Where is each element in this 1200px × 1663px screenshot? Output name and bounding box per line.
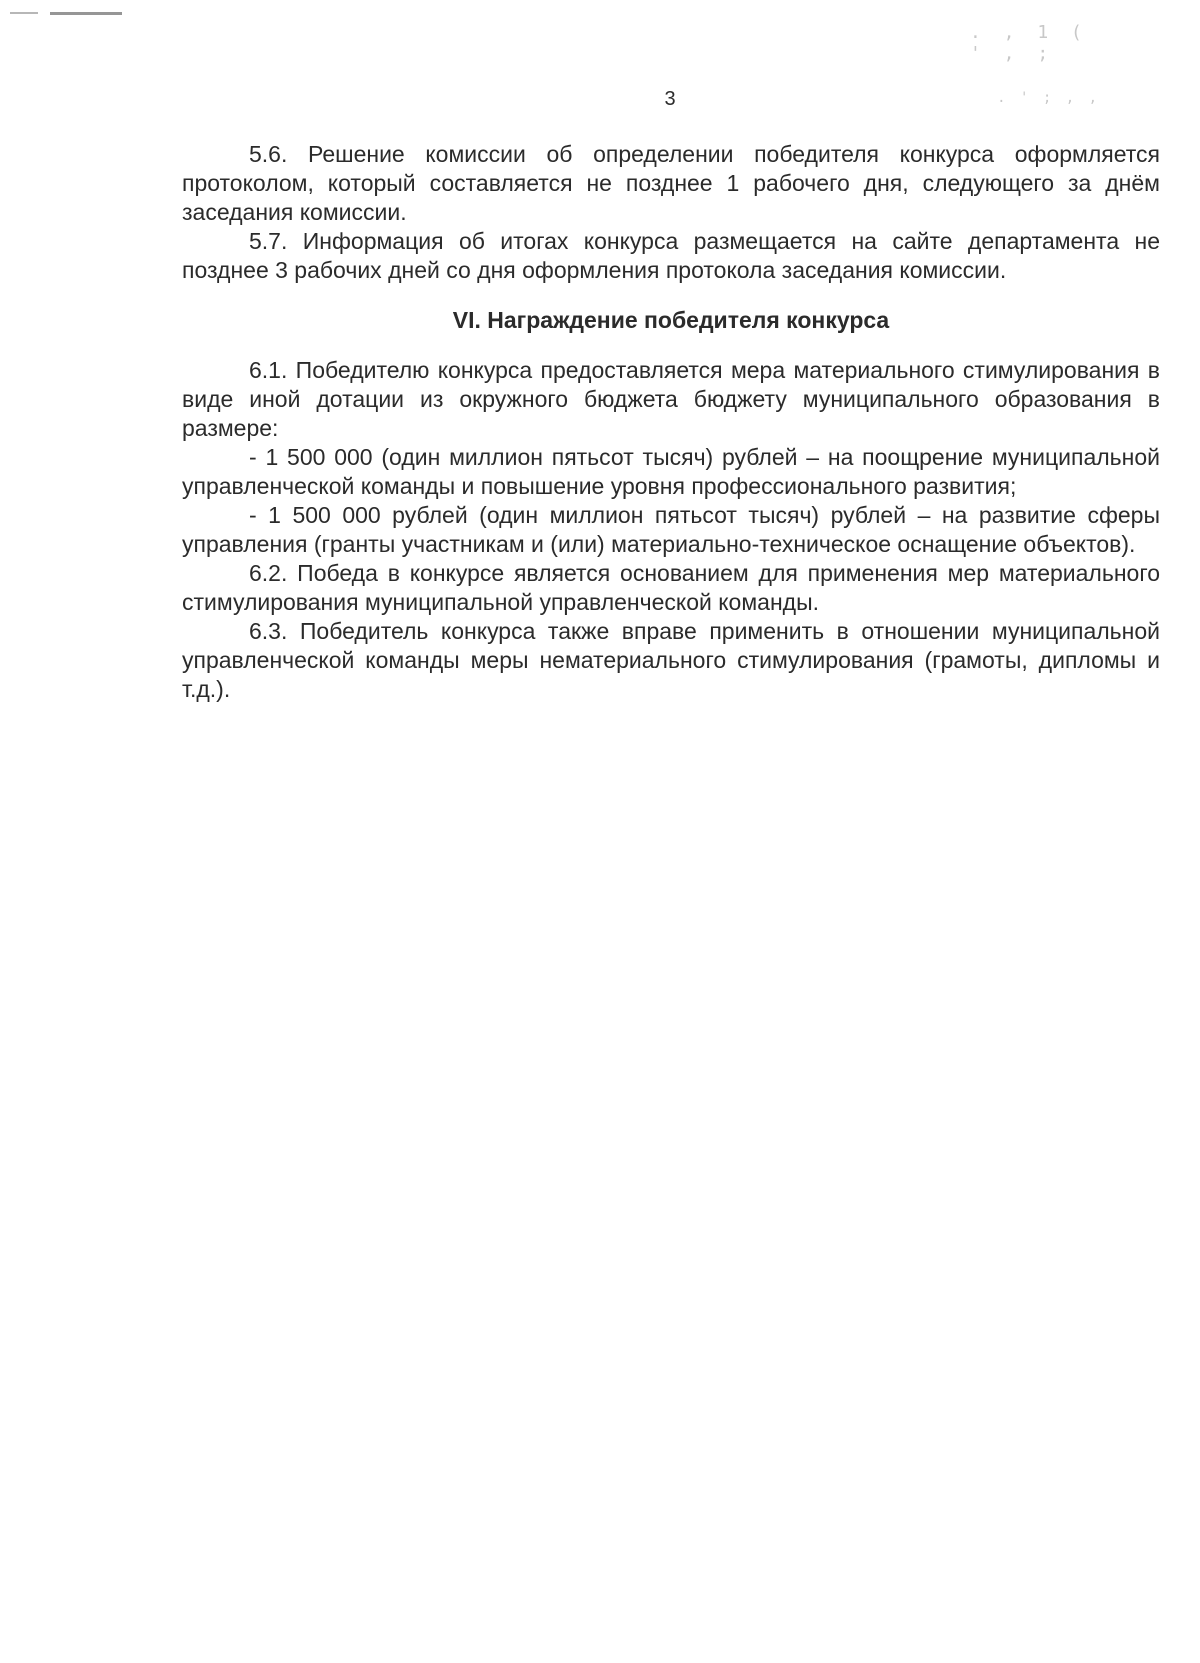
section-title: VI. Награждение победителя конкурса <box>452 307 890 333</box>
paragraph-6-3: 6.3. Победитель конкурса также вправе применить в отношении муниципальной управленческой команды меры нематериального стимулирования (грамоты, дипломы и т.д.). <box>182 618 1160 702</box>
paragraph-5-7: 5.7. Информация об итогах конкурса размещается на сайте департамента не позднее 3 рабочих дней со дня оформления протокола заседания комиссии. <box>182 228 1160 283</box>
scan-artifact-mark <box>50 12 122 15</box>
paragraph-6-1-item-2: - 1 500 000 рублей (один миллион пятьсот тысяч) рублей – на развитие сферы управления (гранты участникам и (или) материально-техническое оснащение объектов). <box>182 502 1160 557</box>
paragraph-6-2: 6.2. Победа в конкурсе является основанием для применения мер материального стимулирования муниципальной управленческой команды. <box>182 560 1160 615</box>
faded-stamp-mark: . , 1 ( ' , ; . ' ; , , <box>970 22 1100 106</box>
paragraph-6-1-item-1: - 1 500 000 (один миллион пятьсот тысяч) рублей – на поощрение муниципальной управленческой команды и повышение уровня профессионального развития; <box>182 444 1160 499</box>
page-number: 3 <box>664 88 676 110</box>
paragraph-5-6: 5.6. Решение комиссии об определении победителя конкурса оформляется протоколом, который составляется не позднее 1 рабочего дня, следующего за днём заседания комиссии. <box>182 141 1160 225</box>
document-body <box>182 140 1160 704</box>
paragraph-6-1: 6.1. Победителю конкурса предоставляется мера материального стимулирования в виде иной дотации из окружного бюджета бюджету муниципального образования в размере: <box>182 357 1160 441</box>
